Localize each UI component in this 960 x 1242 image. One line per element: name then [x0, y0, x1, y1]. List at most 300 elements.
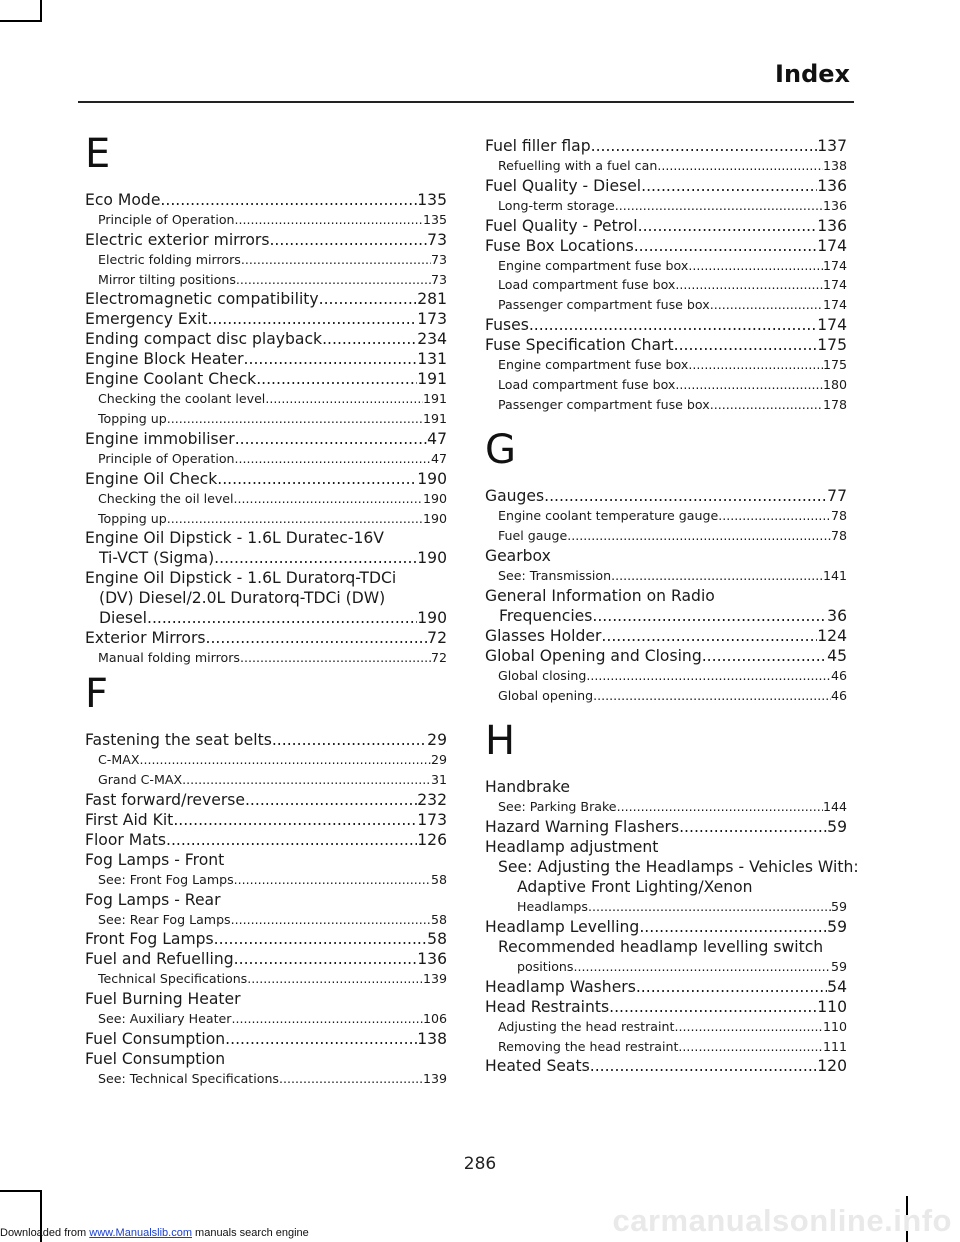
index-entry[interactable]: [485, 606, 847, 626]
section-letter: F: [85, 671, 109, 718]
index-subentry-label: Topping up: [98, 510, 167, 526]
index-entry-label: Hazard Warning Flashers: [485, 818, 680, 837]
page-ref: 174: [817, 315, 847, 334]
dot-leader: [139, 750, 431, 770]
page-ref: 281: [417, 290, 447, 309]
index-entry[interactable]: [485, 977, 847, 997]
dot-leader: [217, 469, 417, 489]
page-ref: 110: [822, 1018, 847, 1034]
index-entry[interactable]: [485, 817, 847, 837]
index-subentry-label: Topping up: [98, 411, 167, 427]
page-ref: 72: [430, 650, 447, 666]
page-ref: 138: [822, 158, 847, 173]
dot-leader: [636, 977, 827, 997]
index-subentry-label: Grand C-MAX: [98, 771, 183, 787]
page-number: 286: [463, 1154, 497, 1174]
index-entry-label: Fuel and Refuelling: [85, 950, 234, 969]
index-entry-label[interactable]: Fuel Burning Heater: [85, 990, 241, 1009]
index-subentry-label: See: Front Fog Lamps: [98, 871, 234, 887]
page-ref: 135: [422, 212, 447, 227]
page-ref: 124: [817, 626, 847, 645]
index-subentry[interactable]: [485, 566, 847, 586]
index-entry[interactable]: [85, 329, 447, 349]
index-subentry-label: Checking the oil level: [98, 490, 234, 506]
page-ref: 173: [417, 310, 447, 329]
dot-leader: [235, 429, 427, 449]
index-subentry[interactable]: [485, 506, 847, 526]
index-subentry[interactable]: [485, 256, 847, 276]
dot-leader: [591, 136, 818, 156]
page-ref: 234: [417, 330, 447, 349]
index-entry-label[interactable]: Engine Oil Dipstick - 1.6L Duratec-16V: [85, 529, 384, 548]
dot-leader: [615, 196, 823, 216]
page-ref: 45: [827, 646, 847, 665]
index-entry[interactable]: [485, 997, 847, 1017]
page-ref: 139: [422, 971, 447, 987]
dot-leader: [272, 730, 427, 750]
index-entry[interactable]: [85, 608, 447, 628]
dot-leader: [160, 190, 417, 210]
index-entry-label: Ti-VCT (Sigma): [99, 549, 215, 568]
dot-leader: [214, 548, 417, 568]
dot-leader: [173, 810, 417, 830]
dot-leader: [231, 910, 431, 930]
index-subentry-label: Principle of Operation: [98, 212, 235, 227]
index-entry-label: Fuse Specification Chart: [485, 335, 674, 354]
page-ref: 59: [830, 899, 847, 915]
index-subentry[interactable]: [85, 210, 447, 230]
dot-leader: [639, 917, 827, 937]
index-entry-label: Fuel Consumption: [85, 1029, 226, 1048]
index-subentry-label[interactable]: Recommended headlamp levelling switch: [498, 937, 824, 956]
download-footer: [0, 1227, 309, 1239]
index-entry-label: First Aid Kit: [85, 810, 174, 829]
index-subentry[interactable]: [85, 910, 447, 930]
dot-leader: [718, 506, 831, 526]
page-ref: 136: [417, 950, 447, 969]
index-subentry[interactable]: [85, 509, 447, 529]
index-entry-label[interactable]: Gearbox: [485, 546, 551, 565]
dot-leader: [234, 489, 423, 509]
index-subentry[interactable]: [85, 969, 447, 989]
page-ref: 191: [422, 391, 447, 407]
index-entry[interactable]: [85, 369, 447, 389]
index-subentry[interactable]: [485, 1017, 847, 1037]
index-entry-label: Floor Mats: [85, 830, 166, 849]
page-ref: 178: [822, 396, 847, 412]
index-entry-label: Headlamp Washers: [485, 977, 636, 996]
index-entry-label: Global Opening and Closing: [485, 646, 702, 665]
index-subentry[interactable]: [485, 395, 847, 415]
index-entry-label: Heated Seats: [485, 1057, 590, 1076]
index-subentry[interactable]: [85, 449, 447, 469]
page-ref: 136: [822, 197, 847, 213]
dot-leader: [235, 449, 431, 469]
index-entry[interactable]: [85, 230, 447, 250]
page-ref: 175: [817, 335, 847, 354]
page-ref: 190: [422, 490, 447, 506]
page-ref: 191: [422, 411, 447, 427]
index-subentry[interactable]: [485, 957, 847, 977]
index-subentry[interactable]: [85, 750, 447, 770]
page-ref: 111: [822, 1038, 847, 1054]
dot-leader: [674, 1017, 823, 1037]
index-subentry[interactable]: [85, 648, 447, 668]
index-subentry-label: Passenger compartment fuse box: [498, 396, 710, 412]
manualslib-link[interactable]: www.Manualslib.com: [89, 1227, 192, 1239]
page-ref: 29: [430, 752, 447, 768]
page-ref: 174: [822, 257, 847, 273]
page-ref: 131: [417, 350, 447, 369]
page-ref: 73: [430, 251, 447, 267]
index-entry[interactable]: [85, 1029, 447, 1049]
index-entry[interactable]: [85, 190, 447, 210]
page-ref: 29: [427, 731, 447, 750]
index-subentry-label: Load compartment fuse box: [498, 376, 676, 392]
index-subentry[interactable]: [485, 666, 847, 686]
dot-leader: [567, 526, 831, 546]
page-ref: 174: [817, 236, 847, 255]
dot-leader: [634, 236, 818, 256]
index-subentry[interactable]: [485, 1037, 847, 1057]
section-letter: E: [85, 131, 111, 177]
dot-leader: [206, 628, 428, 648]
index-entry-label: Exterior Mirrors: [85, 629, 206, 648]
dot-leader: [638, 216, 818, 236]
index-entry[interactable]: [485, 315, 847, 335]
index-entry[interactable]: [85, 628, 447, 648]
section-letter: G: [485, 427, 516, 474]
index-entry[interactable]: [85, 810, 447, 830]
dot-leader: [529, 315, 817, 335]
dot-leader: [234, 870, 431, 890]
page-ref: 174: [822, 297, 847, 313]
index-subentry-label: C-MAX: [98, 752, 140, 768]
index-entry-label: Headlamp Levelling: [485, 917, 640, 936]
dot-leader: [675, 375, 823, 395]
page-ref: 180: [822, 376, 847, 392]
page-ref: 46: [830, 667, 847, 683]
index-subentry-label: Manual folding mirrors: [98, 650, 240, 666]
index-subentry-label: Technical Specifications: [98, 971, 248, 987]
index-subentry-label: Removing the head restraint: [498, 1038, 679, 1054]
index-entry-label[interactable]: Fog Lamps - Rear: [85, 890, 221, 909]
page-ref: 59: [827, 917, 847, 936]
section-letter: H: [485, 718, 516, 765]
index-entry[interactable]: [485, 626, 847, 646]
index-entry-label: Fuel Quality - Diesel: [485, 176, 642, 195]
index-entry-label: Fuses: [485, 315, 529, 334]
dot-leader: [641, 176, 817, 196]
dot-leader: [247, 969, 423, 989]
index-entry[interactable]: [85, 830, 447, 850]
dot-leader: [207, 309, 417, 329]
index-entry-label: Fuse Box Locations: [485, 236, 634, 255]
index-entry[interactable]: [85, 730, 447, 750]
index-subentry-label: Adjusting the head restraint: [498, 1018, 675, 1034]
index-entry[interactable]: [485, 216, 847, 236]
dot-leader: [679, 817, 827, 837]
index-entry-label: Engine Block Heater: [85, 350, 244, 369]
dot-leader: [236, 270, 431, 290]
index-entry-label[interactable]: (DV) Diesel/2.0L Duratorq-TDCi (DW): [99, 589, 386, 608]
index-subentry[interactable]: [485, 526, 847, 546]
dot-leader: [617, 797, 823, 817]
dot-leader: [225, 1029, 417, 1049]
footer-suffix: manuals search engine: [191, 1227, 309, 1239]
index-entry[interactable]: [485, 335, 847, 355]
index-entry-label: Electromagnetic compatibility: [85, 290, 319, 309]
index-subentry[interactable]: [85, 409, 447, 429]
index-entry-label[interactable]: Headlamp adjustment: [485, 838, 659, 857]
index-subentry[interactable]: [85, 770, 447, 790]
page-ref: 191: [417, 370, 447, 389]
index-subentry-label: See: Transmission: [498, 567, 612, 583]
page-ref: 138: [417, 1029, 447, 1048]
index-entry[interactable]: [85, 429, 447, 449]
dot-leader: [674, 335, 818, 355]
index-entry[interactable]: [85, 289, 447, 309]
index-entry-label[interactable]: Fog Lamps - Front: [85, 850, 225, 869]
index-entry-label: Fuel Quality - Petrol: [485, 216, 638, 235]
dot-leader: [611, 566, 823, 586]
index-entry-label: Fast forward/reverse: [85, 790, 245, 809]
index-subentry-label: Checking the coolant level: [98, 391, 266, 407]
index-entry-label: Electric exterior mirrors: [85, 230, 270, 249]
dot-leader: [265, 389, 423, 409]
page-ref: 58: [430, 911, 447, 927]
page-ref: 46: [830, 687, 847, 703]
index-entry-label: Head Restraints: [485, 997, 610, 1016]
index-subentry[interactable]: [85, 250, 447, 270]
dot-leader: [675, 275, 823, 295]
dot-leader: [601, 626, 817, 646]
index-entry[interactable]: [485, 486, 847, 506]
index-subentry-label: Long-term storage: [498, 197, 615, 213]
index-subentry[interactable]: [85, 870, 447, 890]
index-subentry-label: See: Technical Specifications: [98, 1070, 279, 1086]
page-ref: 144: [822, 799, 847, 815]
page-ref: 136: [817, 176, 847, 195]
page-ref: 190: [417, 609, 447, 628]
dot-leader: [710, 395, 823, 415]
page-ref: 106: [422, 1011, 447, 1027]
index-subentry-label: See: Auxiliary Heater: [98, 1011, 232, 1027]
dot-leader: [586, 666, 831, 686]
page-ref: 58: [427, 930, 447, 949]
page-ref: 54: [827, 977, 847, 996]
footer-prefix: Downloaded from: [0, 1227, 90, 1239]
dot-leader: [245, 790, 417, 810]
dot-leader: [688, 256, 823, 276]
dot-leader: [678, 1037, 823, 1057]
page-ref: 174: [822, 277, 847, 293]
index-subentry-label: Global opening: [498, 687, 594, 703]
dot-leader: [590, 1056, 818, 1076]
index-entry[interactable]: [85, 309, 447, 329]
index-entry[interactable]: [85, 929, 447, 949]
dot-leader: [592, 606, 827, 626]
crop-mark-top-left-h: [0, 20, 42, 22]
crop-mark-bottom-left-h: [0, 1190, 42, 1192]
dot-leader: [244, 349, 418, 369]
index-entry[interactable]: [485, 1056, 847, 1076]
index-subentry[interactable]: [85, 489, 447, 509]
page-ref: 232: [417, 790, 447, 809]
dot-leader: [167, 509, 423, 529]
index-entry-label: Frequencies: [499, 606, 593, 625]
page-ref: 137: [817, 137, 847, 155]
index-subentry[interactable]: [485, 156, 847, 176]
index-entry[interactable]: [485, 136, 847, 156]
index-entry[interactable]: [485, 646, 847, 666]
index-entry-label: Front Fog Lamps: [85, 930, 214, 949]
index-entry[interactable]: [485, 176, 847, 196]
dot-leader: [240, 648, 431, 668]
dot-leader: [710, 295, 823, 315]
index-entry-label[interactable]: Fuel Consumption: [85, 1049, 226, 1068]
index-subentry[interactable]: [485, 375, 847, 395]
index-subentry-label: Principle of Operation: [98, 450, 235, 466]
index-entry-label: Glasses Holder: [485, 626, 602, 645]
dot-leader: [147, 608, 417, 628]
dot-leader: [234, 949, 418, 969]
page-ref: 58: [430, 871, 447, 887]
index-subentry-label: Engine coolant temperature gauge: [498, 508, 719, 524]
index-subentry[interactable]: [485, 355, 847, 375]
dot-leader: [573, 957, 831, 977]
index-entry[interactable]: [85, 790, 447, 810]
index-entry-label[interactable]: Engine Oil Dipstick - 1.6L Duratorq-TDCi: [85, 569, 397, 588]
index-entry-label: Gauges: [485, 487, 545, 506]
index-subentry-label[interactable]: See: Adjusting the Headlamps - Vehicles With:: [498, 858, 859, 877]
page-ref: 190: [417, 549, 447, 568]
index-entry[interactable]: [85, 469, 447, 489]
page-ref: 59: [827, 818, 847, 837]
index-entry[interactable]: [485, 917, 847, 937]
index-entry-label: Emergency Exit: [85, 310, 208, 329]
index-entry[interactable]: [85, 949, 447, 969]
page-title: Index: [775, 60, 850, 88]
page-ref: 139: [422, 1070, 447, 1086]
dot-leader: [688, 355, 823, 375]
index-subentry-label: Load compartment fuse box: [498, 277, 676, 293]
dot-leader: [609, 997, 817, 1017]
index-entry-label: Eco Mode: [85, 191, 161, 209]
page-ref: 141: [822, 567, 847, 583]
index-subentry-label: Fuel gauge: [498, 528, 568, 544]
page-ref: 78: [830, 528, 847, 544]
index-subentry[interactable]: [85, 1009, 447, 1029]
header-rule: [78, 101, 854, 103]
index-entry[interactable]: [485, 236, 847, 256]
index-subentry[interactable]: [85, 270, 447, 290]
dot-leader: [167, 409, 423, 429]
page-ref: 77: [827, 487, 847, 506]
index-entry-label: Engine Oil Check: [85, 469, 218, 488]
index-subentry[interactable]: [485, 897, 847, 917]
index-entry[interactable]: [85, 548, 447, 568]
page-ref: 59: [830, 958, 847, 974]
index-subentry-label: Headlamps: [517, 899, 588, 915]
index-entry-label: Engine immobiliser: [85, 429, 235, 448]
dot-leader: [322, 329, 417, 349]
index-subentry[interactable]: [485, 686, 847, 706]
index-entry-label[interactable]: Handbrake: [485, 778, 570, 797]
index-entry-label: Fuel filler flap: [485, 137, 591, 155]
index-subentry-label: Mirror tilting positions: [98, 271, 236, 287]
page-ref: 136: [817, 216, 847, 235]
dot-leader: [166, 830, 417, 850]
index-column-right: [485, 136, 859, 1076]
index-subentry-label: Passenger compartment fuse box: [498, 297, 710, 313]
index-subentry[interactable]: [85, 389, 447, 409]
dot-leader: [214, 929, 427, 949]
index-entry-label: Ending compact disc playback: [85, 330, 323, 349]
index-subentry-label: See: Parking Brake: [498, 799, 617, 815]
crop-mark-top-left-v: [40, 0, 42, 20]
dot-leader: [279, 1069, 423, 1089]
index-subentry[interactable]: [485, 797, 847, 817]
index-entry-label: Engine Coolant Check: [85, 370, 257, 389]
page-ref: 72: [427, 629, 447, 648]
page-ref: 190: [417, 469, 447, 488]
page-ref: 175: [822, 356, 847, 372]
index-subentry[interactable]: [485, 196, 847, 216]
page-ref: 135: [417, 191, 447, 209]
index-subentry-label: Electric folding mirrors: [98, 251, 241, 267]
index-column-left: [85, 128, 447, 1089]
page-ref: 190: [422, 510, 447, 526]
dot-leader: [269, 230, 427, 250]
index-entry-label: Fastening the seat belts: [85, 731, 272, 750]
page-ref: 73: [427, 230, 447, 249]
index-entry-label[interactable]: General Information on Radio: [485, 586, 715, 605]
dot-leader: [593, 686, 831, 706]
dot-leader: [319, 289, 418, 309]
dot-leader: [182, 770, 431, 790]
dot-leader: [231, 1009, 423, 1029]
index-subentry-label: Engine compartment fuse box: [498, 257, 689, 273]
index-subentry[interactable]: [85, 1069, 447, 1089]
dot-leader: [241, 250, 431, 270]
index-subentry-label: See: Rear Fog Lamps: [98, 911, 231, 927]
index-subentry-label: Refuelling with a fuel can: [498, 158, 658, 173]
index-subentry[interactable]: [485, 295, 847, 315]
page-ref: 47: [427, 429, 447, 448]
index-subentry-label: Engine compartment fuse box: [498, 356, 689, 372]
dot-leader: [588, 897, 831, 917]
index-entry[interactable]: [85, 349, 447, 369]
page-ref: 120: [817, 1057, 847, 1076]
index-subentry-label: Global closing: [498, 667, 587, 683]
dot-leader: [544, 486, 827, 506]
page-ref: 126: [417, 830, 447, 849]
page-ref: 36: [827, 606, 847, 625]
index-subentry[interactable]: [485, 275, 847, 295]
dot-leader: [256, 369, 417, 389]
index-subentry-label: positions: [517, 958, 574, 974]
dot-leader: [235, 210, 423, 230]
page-ref: 47: [430, 450, 447, 466]
watermark-logo: carmanualsonline.info: [612, 1203, 952, 1238]
page-ref: 173: [417, 810, 447, 829]
page-ref: 73: [430, 271, 447, 287]
index-entry-label: Diesel: [99, 609, 147, 628]
page-ref: 78: [830, 508, 847, 524]
dot-leader: [702, 646, 827, 666]
index-subentry-label[interactable]: Adaptive Front Lighting/Xenon: [517, 878, 753, 897]
